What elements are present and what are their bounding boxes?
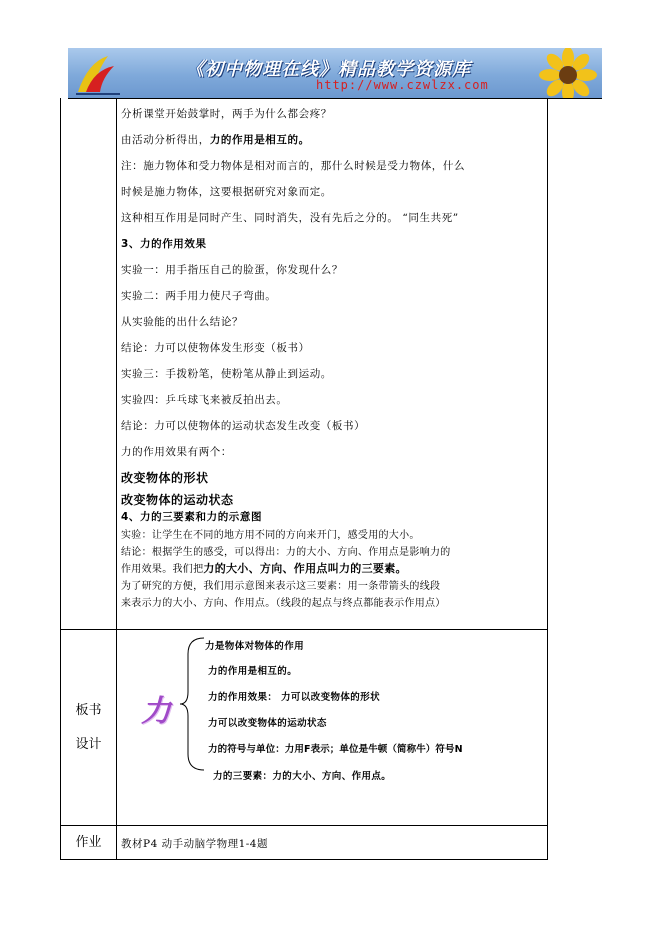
process-line: 作用效果。我们把力的大小、方向、作用点叫力的三要素。 <box>121 562 407 575</box>
header-banner <box>68 48 602 98</box>
process-line: 注：施力物体和受力物体是相对而言的，那什么时候是受力物体，什么 <box>121 160 466 172</box>
effect-item: 改变物体的运动状态 <box>121 493 234 507</box>
sunflower-icon <box>528 48 598 98</box>
process-line: 结论：力可以使物体的运动状态发生改变（板书） <box>121 420 366 432</box>
process-line: 实验四：乒乓球飞来被反拍出去。 <box>121 394 288 406</box>
effect-item: 改变物体的形状 <box>121 471 209 485</box>
process-line: 实验一：用手指压自己的脸蛋，你发现什么？ <box>121 264 343 276</box>
process-line: 从实验能的出什么结论？ <box>121 316 244 328</box>
banner-url: http://www.czwlzx.com <box>316 78 489 92</box>
process-line: 为了研究的方便，我们用示意图来表示这三要素：用一条带箭头的线段 <box>121 581 441 592</box>
homework-label: 作业 <box>75 835 102 850</box>
board-line: 力的作用是相互的。 <box>208 666 298 677</box>
emphasis-mutual: 力的作用是相互的。 <box>209 134 310 146</box>
board-line: 力的三要素：力的大小、方向、作用点。 <box>213 771 392 782</box>
board-line: 力可以改变物体的运动状态 <box>208 718 327 729</box>
section-heading: 3、力的作用效果 <box>121 238 207 250</box>
process-line: 这种相互作用是同时产生、同时消失，没有先后之分的。 “同生共死” <box>121 212 459 224</box>
process-line: 来表示力的大小、方向、作用点。（线段的起点与终点都能表示作用点） <box>121 598 446 609</box>
process-line: 时候是施力物体，这要根据研究对象而定。 <box>121 186 332 198</box>
process-line: 结论：力可以使物体发生形变（板书） <box>121 342 310 354</box>
homework-row <box>60 825 548 860</box>
process-row <box>60 98 548 630</box>
board-label-bottom: 设计 <box>75 737 102 752</box>
emphasis-three-elements: 力的大小、方向、作用点叫力的三要素。 <box>203 562 407 575</box>
banner-title: 《初中物理在线》精品教学资源库 <box>186 59 471 80</box>
process-line: 实验三：手拨粉笔，使粉笔从静止到运动。 <box>121 368 332 380</box>
board-line: 力的作用效果： 力可以改变物体的形状 <box>208 692 381 703</box>
process-line: 实验二：两手用力使尺子弯曲。 <box>121 290 277 302</box>
section-heading: 4、力的三要素和力的示意图 <box>121 511 263 523</box>
process-line: 结论：根据学生的感受，可以得出：力的大小、方向、作用点是影响力的 <box>121 547 451 558</box>
force-character: 力 <box>141 694 171 729</box>
board-label-top: 板书 <box>75 703 102 718</box>
process-line: 力的作用效果有两个： <box>121 446 232 458</box>
process-line: 分析课堂开始鼓掌时，两手为什么都会疼？ <box>121 108 332 120</box>
column-divider <box>116 630 117 825</box>
logo-icon <box>74 52 122 96</box>
board-design-row <box>60 629 548 826</box>
process-line: 实验：让学生在不同的地方用不同的方向来开门，感受用的大小。 <box>121 530 420 541</box>
homework-text: 教材P4 动手动脑学物理1-4题 <box>121 838 268 850</box>
process-line: 由活动分析得出，力的作用是相互的。 <box>121 134 310 146</box>
column-divider <box>116 826 117 859</box>
column-divider <box>116 98 117 629</box>
board-line: 力的符号与单位：力用F表示；单位是牛顿（简称牛）符号N <box>208 744 463 755</box>
brace-icon <box>178 634 206 774</box>
board-line: 力是物体对物体的作用 <box>205 641 305 652</box>
